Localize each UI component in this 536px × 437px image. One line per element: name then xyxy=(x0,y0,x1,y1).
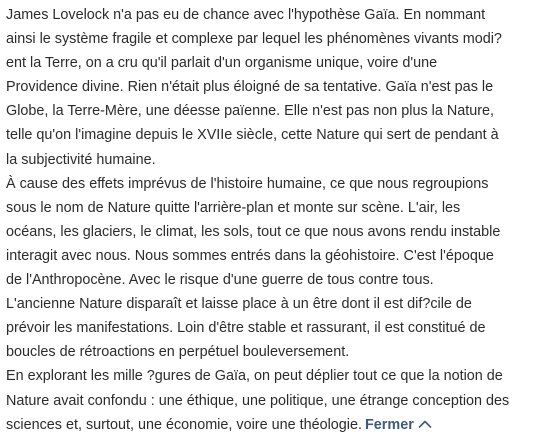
text-line: Providence divine. Rien n'était plus éloigné de sa tentative. Gaïa n'est pas le xyxy=(6,79,494,96)
text-line: À cause des effets imprévus de l'histoire humaine, ce que nous regroupions xyxy=(6,175,489,192)
text-line: boucles de rétroactions en perpétuel bouleversement. xyxy=(6,344,350,361)
text-line: ainsi le système fragile et complexe par lequel les phénomènes vivants modi? xyxy=(6,31,502,48)
paragraph-1 xyxy=(6,3,532,172)
text-line: la subjectivité humaine. xyxy=(6,151,156,168)
text-line: sciences et, surtout, une économie, voire une théologie. xyxy=(6,416,362,433)
text-line: Globe, la Terre-Mère, une déesse païenne. Elle n'est pas non plus la Nature, xyxy=(6,103,495,120)
paragraph-2 xyxy=(6,172,532,365)
chevron-up-icon xyxy=(418,419,432,429)
text-line: sous le nom de Nature quitte l'arrière-plan et monte sur scène. L'air, les xyxy=(6,199,461,216)
text-line: Nature avait confondu : une éthique, une politique, une étrange conception des xyxy=(6,392,510,409)
text-line: L'ancienne Nature disparaît et laisse place à un être dont il est dif?cile de xyxy=(6,296,472,313)
description-text xyxy=(6,3,532,437)
text-line: prévoir les manifestations. Loin d'être stable et rassurant, il est constitué de xyxy=(6,320,486,337)
text-line: ent la Terre, on a cru qu'il parlait d'un organisme unique, voire d'une xyxy=(6,55,438,72)
text-line: telle qu'on l'imagine depuis le XVIIe siècle, cette Nature qui sert de pendant à xyxy=(6,127,499,144)
text-line: interagit avec nous. Nous sommes entrés dans la géohistoire. C'est l'époque xyxy=(6,247,494,264)
close-toggle-button[interactable] xyxy=(365,413,432,437)
last-text-line xyxy=(6,413,532,437)
text-line: En explorant les mille ?gures de Gaïa, on peut déplier tout ce que la notion de xyxy=(6,368,503,385)
close-toggle-label: Fermer xyxy=(365,416,414,433)
text-line: de l'Anthropocène. Avec le risque d'une guerre de tous contre tous. xyxy=(6,272,434,289)
text-line: James Lovelock n'a pas eu de chance avec l'hypothèse Gaïa. En nommant xyxy=(6,7,486,23)
text-line: océans, les glaciers, le climat, les sols, tout ce que nous avons rendu instable xyxy=(6,223,501,240)
paragraph-3 xyxy=(6,364,532,436)
